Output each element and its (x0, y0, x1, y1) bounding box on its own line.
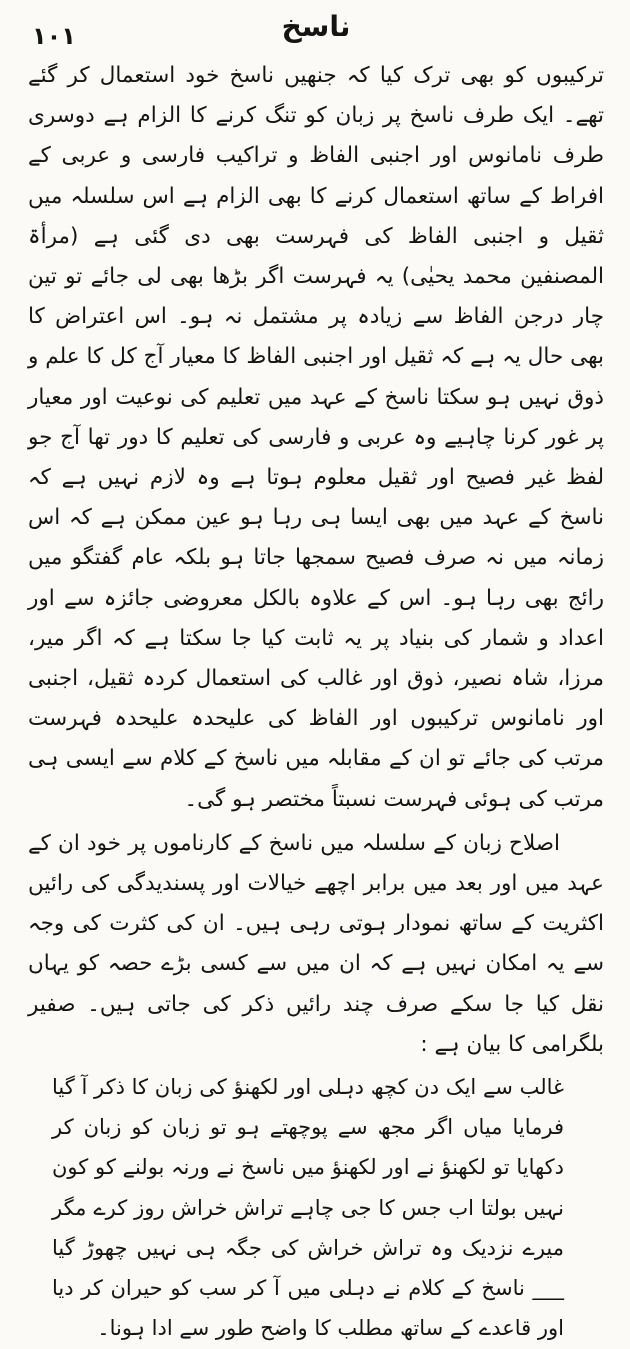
block-quote: غالب سے ایک دن کچھ دہلی اور لکھنؤ کی زبان کا ذکر آ گیا فرمایا میاں اگر مجھ سے پوچھتے ہو تو زبان کو زبان کر دکھایا تو لکھنؤ نے اور لکھنؤ میں ناسخ نے ورنہ بولنے کو کون نہیں بولتا اب جس کا جی چاہے تراش خراش روز کرے مگر میرے نزدیک وہ تراش خراش کی جگہ ہی نہیں چھوڑ گیا ___ ناسخ کے کلام نے دہلی میں آ کر سب کو حیران کر دیا اور قاعدے کے ساتھ مطلب کا واضح طور سے ادا ہونا۔ (52, 1075, 564, 1341)
paragraph-1: ترکیبوں کو بھی ترک کیا کہ جنھیں ناسخ خود استعمال کر گئے تھے۔ ایک طرف ناسخ پر زبان کو تنگ کرنے کا الزام ہے دوسری طرف نامانوس اور اجنبی الفاظ و تراکیب فارسی و عربی کے افراط کے ساتھ استعمال کرنے کا بھی الزام ہے اس سلسلہ میں ثقیل و اجنبی الفاظ کی فہرست بھی دی گئی ہے (مرأۃ المصنفین محمد یحیٰی) یہ فہرست اگر بڑھا بھی لی جائے تو تین چار درجن الفاظ سے زیادہ پر مشتمل نہ ہو۔ اس اعتراض کا بھی حال یہ ہے کہ ثقیل اور اجنبی الفاظ کا معیار آج کل کا علم و ذوق نہیں ہو سکتا ناسخ کے عہد میں تعلیم کی نوعیت اور معیار پر غور کرنا چاہیے وہ عربی و فارسی کی تعلیم کا دور تھا آج جو لفظ غیر فصیح اور ثقیل معلوم ہوتا ہے وہ لازم نہیں ہے کہ ناسخ کے عہد میں بھی ایسا ہی رہا ہو عین ممکن ہے کہ اس زمانہ میں نہ صرف فصیح سمجھا جاتا ہو بلکہ عام گفتگو میں رائج بھی رہا ہو۔ اس کے علاوہ بالکل معروضی جائزہ سے اور اعداد و شمار کی بنیاد پر یہ ثابت کیا جا سکتا ہے کہ اگر میر، مرزا، شاہ نصیر، ذوق اور غالب کی استعمال کردہ ثقیل، اجنبی اور نامانوس ترکیبوں اور الفاظ کی علیحدہ علیحدہ فہرست مرتب کی جائے تو ان کے مقابلہ میں ناسخ کے کلام سے ایسی ہی مرتب کی ہوئی فہرست نسبتاً مختصر ہو گی۔ (28, 63, 604, 812)
paragraph-2: اصلاح زبان کے سلسلہ میں ناسخ کے کارناموں پر خود ان کے عہد میں اور بعد میں برابر اچھے خیالات اور پسندیدگی کی رائیں اکثریت کے ساتھ نمودار ہوتی رہی ہیں۔ ان کی کثرت کی وجہ سے یہ امکان نہیں ہے کہ ان میں سے کسی بڑے حصہ کو یہاں نقل کیا جا سکے صرف چند رائیں ذکر کی جاتی ہیں۔ صفیر بلگرامی کا بیان ہے : (28, 830, 604, 1057)
page-header (28, 6, 604, 56)
page-number: ۱۰۱ (32, 22, 76, 50)
running-title: ناسخ (281, 10, 351, 43)
page-body (28, 56, 604, 1349)
